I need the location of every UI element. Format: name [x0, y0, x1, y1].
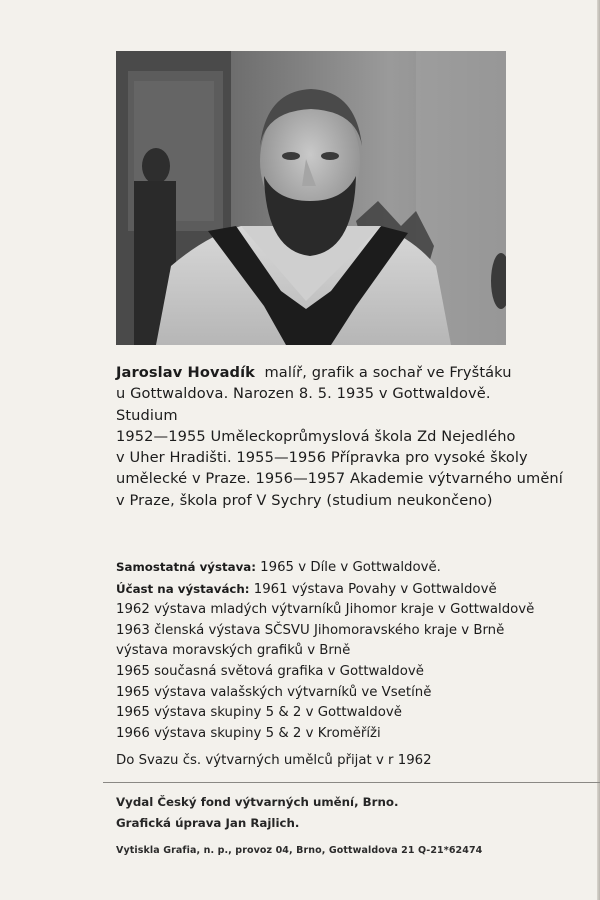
printer-imprint: Vytiskla Grafia, n. p., provoz 04, Brno, Gottwaldova 21 Q-21*62474: [116, 845, 483, 856]
exhibition-item: 1962 výstava mladých výtvarníků Jihomor kraje v Gottwaldově: [116, 602, 535, 618]
bio-study-line: v Uher Hradišti. 1955—1956 Přípravka pro vysoké školy: [116, 449, 528, 467]
bio-study-line: v Praze, škola prof V Sychry (studium neukončeno): [116, 491, 493, 509]
solo-label: Samostatná výstava:: [116, 560, 256, 574]
group-exhibitions: [116, 579, 586, 601]
bio-study-line: 1952—1955 Uměleckoprůmyslová škola Zd Nejedlého: [116, 427, 516, 445]
exhibition-item: 1963 členská výstava SČSVU Jihomoravského kraje v Brně: [116, 622, 505, 638]
exhibition-item: 1965 výstava skupiny 5 & 2 v Gottwaldově: [116, 705, 402, 721]
studium-heading: Studium: [116, 406, 178, 424]
artist-name: Jaroslav Hovadík: [116, 364, 255, 381]
solo-text: 1965 v Díle v Gottwaldově.: [255, 560, 441, 575]
design-credit: Grafická úprava Jan Rajlich.: [116, 816, 300, 830]
biography: [116, 362, 586, 511]
solo-exhibition: [116, 557, 586, 579]
bio-study-line: umělecké v Praze. 1956—1957 Akademie výtvarného umění: [116, 470, 563, 488]
exhibitions: [116, 557, 586, 772]
exhibition-item: 1965 současná světová grafika v Gottwaldově: [116, 663, 424, 679]
group-first: 1961 výstava Povahy v Gottwaldově: [249, 581, 497, 597]
exhibition-item: 1965 výstava valašských výtvarníků ve Vsetíně: [116, 684, 432, 700]
bio-intro: malíř, grafik a sochař ve Fryštáku: [264, 364, 512, 381]
divider: [103, 782, 600, 783]
exhibition-item: výstava moravských grafiků v Brně: [116, 643, 351, 659]
svaz-membership: Do Svazu čs. výtvarných umělců přijat v r 1962: [116, 753, 432, 769]
publisher-info: [116, 792, 576, 834]
bio-line-2: u Gottwaldova. Narozen 8. 5. 1935 v Gottwaldově.: [116, 385, 491, 403]
exhibition-item: 1966 výstava skupiny 5 & 2 v Kroměříži: [116, 725, 381, 741]
bio-line-1: [116, 362, 586, 383]
publisher-line: Vydal Český fond výtvarných umění, Brno.: [116, 795, 399, 809]
group-label: Účast na výstavách:: [116, 581, 250, 596]
portrait-photo: [116, 51, 506, 345]
